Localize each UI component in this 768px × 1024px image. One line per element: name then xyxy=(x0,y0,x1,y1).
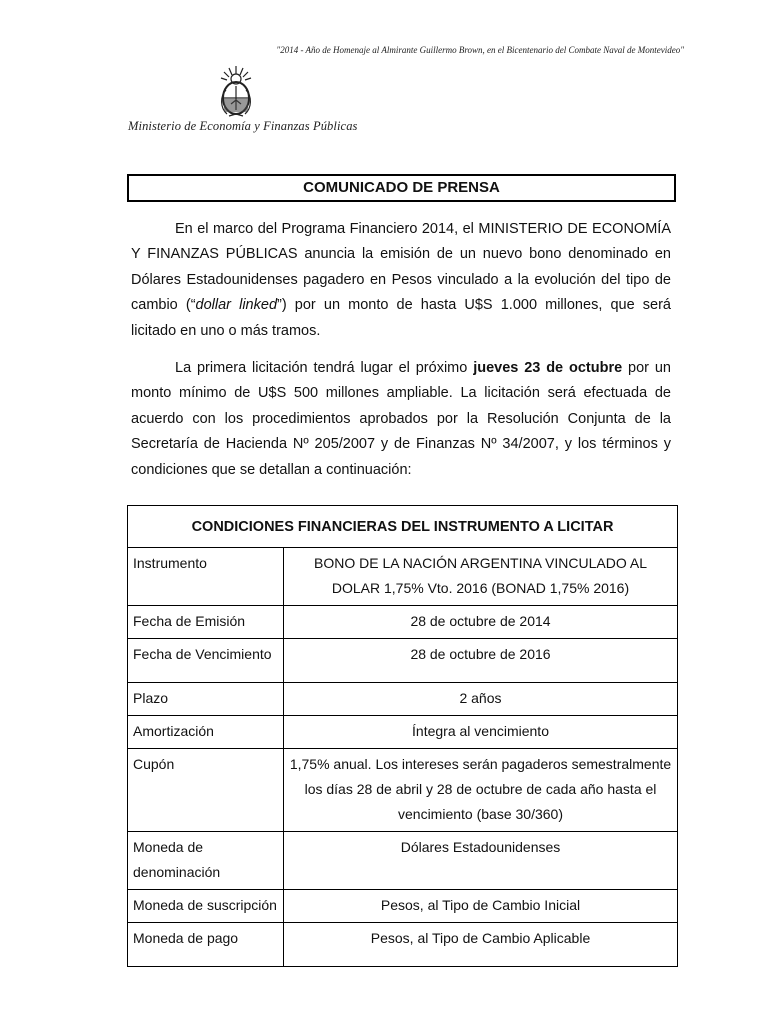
row-value: 1,75% anual. Los intereses serán pagaderos semestralmente los días 28 de abril y 28 de octubre de cada año hasta el vencimiento (base 30/360) xyxy=(284,749,678,832)
paragraph-intro-text-b: ”) por un monto de hasta U$S 1.000 millones, que será licitado en uno o más tramos. xyxy=(131,297,671,339)
paragraph-auction xyxy=(131,356,671,483)
paragraph-auction-date: jueves 23 de octubre xyxy=(473,360,623,376)
table-row xyxy=(128,923,678,967)
row-value: BONO DE LA NACIÓN ARGENTINA VINCULADO AL DOLAR 1,75% Vto. 2016 (BONAD 1,75% 2016) xyxy=(284,548,678,606)
row-value: Íntegra al vencimiento xyxy=(284,716,678,749)
paragraph-intro-text-a: En el marco del Programa Financiero 2014, el MINISTERIO DE ECONOMÍA Y FINANZAS PÚBLICAS anuncia la emisión de un nuevo bono denominado en Dólares Estadounidenses pagadero en Pesos vinculado a la evolución del tipo de cambio (“ xyxy=(131,221,671,314)
table-row xyxy=(128,749,678,832)
coat-of-arms-icon xyxy=(214,64,258,120)
page-title: COMUNICADO DE PRENSA xyxy=(127,174,676,202)
row-value: Pesos, al Tipo de Cambio Aplicable xyxy=(284,923,678,967)
row-value: Dólares Estadounidenses xyxy=(284,832,678,890)
paragraph-auction-text-b: por un monto mínimo de U$S 500 millones ampliable. La licitación será efectuada de acuerdo con los procedimientos aprobados por la Resolución Conjunta de la Secretaría de Hacienda Nº 205/2007 y de Finanzas Nº 34/2007, y los términos y condiciones que se detallan a continuación: xyxy=(131,360,671,478)
row-label: Fecha de Vencimiento xyxy=(128,639,284,683)
row-label: Fecha de Emisión xyxy=(128,606,284,639)
row-label: Amortización xyxy=(128,716,284,749)
row-value: 28 de octubre de 2016 xyxy=(284,639,678,683)
row-value: Pesos, al Tipo de Cambio Inicial xyxy=(284,890,678,923)
row-value: 28 de octubre de 2014 xyxy=(284,606,678,639)
table-row xyxy=(128,683,678,716)
ministry-name: Ministerio de Economía y Finanzas Públicas xyxy=(128,119,358,133)
table-row xyxy=(128,639,678,683)
table-row xyxy=(128,832,678,890)
conditions-table xyxy=(127,505,678,967)
paragraph-intro xyxy=(131,217,671,344)
header-motto: "2014 - Año de Homenaje al Almirante Guillermo Brown, en el Bicentenario del Combate Naval de Montevideo" xyxy=(276,45,684,55)
row-value: 2 años xyxy=(284,683,678,716)
table-row xyxy=(128,606,678,639)
row-label: Cupón xyxy=(128,749,284,832)
table-row xyxy=(128,548,678,606)
table-row xyxy=(128,716,678,749)
row-label: Instrumento xyxy=(128,548,284,606)
table-row xyxy=(128,890,678,923)
row-label: Plazo xyxy=(128,683,284,716)
conditions-table-heading: CONDICIONES FINANCIERAS DEL INSTRUMENTO A LICITAR xyxy=(128,506,678,548)
row-label: Moneda de suscripción xyxy=(128,890,284,923)
row-label: Moneda de denominación xyxy=(128,832,284,890)
paragraph-auction-text-a: La primera licitación tendrá lugar el próximo xyxy=(175,360,474,376)
row-label: Moneda de pago xyxy=(128,923,284,967)
paragraph-intro-italic: dollar linked xyxy=(195,297,278,314)
